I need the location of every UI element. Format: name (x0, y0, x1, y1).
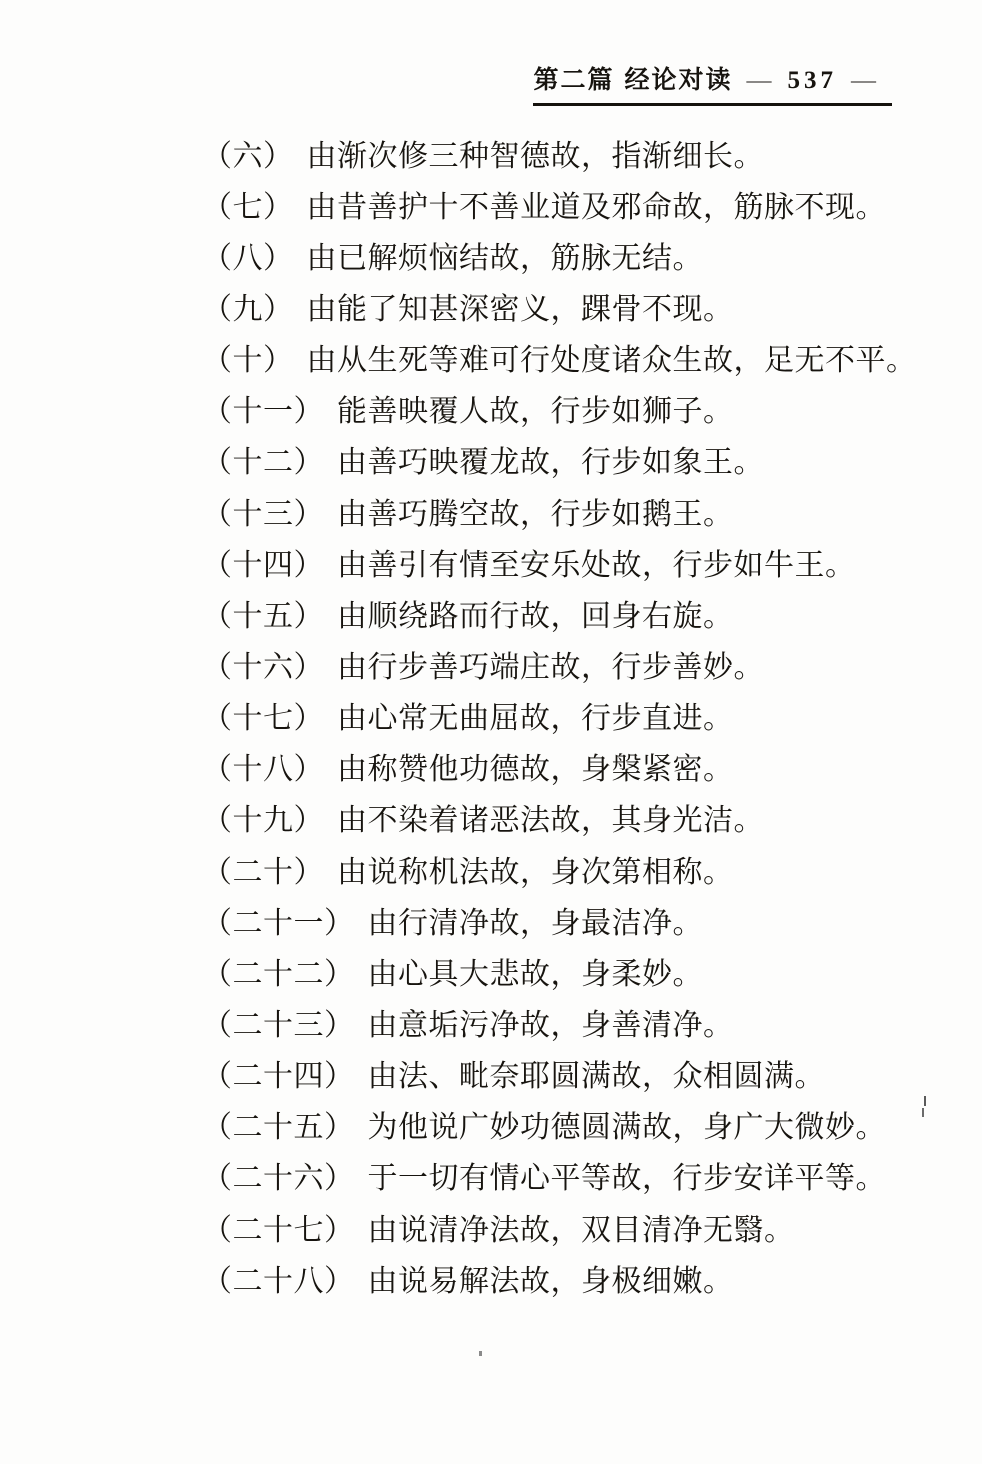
item-text: 能善映覆人故，行步如狮子。 (337, 395, 734, 429)
list-item (202, 1150, 962, 1201)
item-number: （十） (202, 344, 294, 378)
item-number: （二十） (202, 855, 324, 889)
item-number: （八） (202, 241, 294, 275)
item-text: 由渐次修三种智德故，指渐细长。 (306, 139, 764, 173)
list-item (202, 332, 962, 383)
item-number: （二十六） (202, 1162, 355, 1196)
item-number: （十一） (202, 395, 324, 429)
header-section-label: 第二篇 (533, 67, 615, 94)
item-text: 由意垢污净故，身善清净。 (367, 1008, 734, 1042)
list-item (202, 280, 962, 331)
item-text: 由法、毗奈耶圆满故，众相圆满。 (367, 1060, 825, 1094)
numbered-item-list (202, 127, 962, 1303)
item-text: 由说易解法故，身极细嫩。 (367, 1264, 734, 1298)
list-item (202, 1048, 962, 1099)
item-text: 由善巧腾空故，行步如鹅王。 (337, 497, 734, 531)
item-text: 由不染着诸恶法故，其身光洁。 (337, 804, 764, 838)
list-item (202, 638, 962, 689)
list-item (202, 945, 962, 996)
scan-artifact-mark (479, 1351, 482, 1356)
item-text: 由说称机法故，身次第相称。 (337, 855, 734, 889)
list-item (202, 383, 962, 434)
item-number: （十五） (202, 599, 324, 633)
item-number: （二十三） (202, 1008, 355, 1042)
item-number: （十四） (202, 548, 324, 582)
list-item (202, 792, 962, 843)
item-text: 为他说广妙功德圆满故，身广大微妙。 (367, 1111, 886, 1145)
item-text: 由称赞他功德故，身槃紧密。 (337, 753, 734, 787)
item-number: （二十四） (202, 1060, 355, 1094)
item-number: （二十一） (202, 906, 355, 940)
list-item (202, 690, 962, 741)
list-item (202, 894, 962, 945)
list-item (202, 1201, 962, 1252)
page-header (533, 60, 892, 106)
list-item (202, 127, 962, 178)
list-item (202, 434, 962, 485)
item-text: 由善巧映覆龙故，行步如象王。 (337, 446, 764, 480)
item-number: （二十八） (202, 1264, 355, 1298)
list-item (202, 1099, 962, 1150)
item-text: 由昔善护十不善业道及邪命故，筋脉不现。 (306, 190, 886, 224)
item-number: （十六） (202, 650, 324, 684)
item-number: （九） (202, 292, 294, 326)
item-text: 于一切有情心平等故，行步安详平等。 (367, 1162, 886, 1196)
header-dash-right: — (851, 69, 878, 92)
item-number: （二十七） (202, 1213, 355, 1247)
item-number: （六） (202, 139, 294, 173)
item-text: 由从生死等难可行处度诸众生故，足无不平。 (306, 344, 917, 378)
item-number: （二十五） (202, 1111, 355, 1145)
item-text: 由已解烦恼结故，筋脉无结。 (306, 241, 703, 275)
item-number: （十二） (202, 446, 324, 480)
scan-artifact-mark (924, 1096, 926, 1106)
list-item (202, 996, 962, 1047)
item-text: 由行清净故，身最洁净。 (367, 906, 703, 940)
scan-artifact-mark (922, 1108, 924, 1117)
item-text: 由能了知甚深密义，踝骨不现。 (306, 292, 734, 326)
list-item (202, 536, 962, 587)
item-text: 由顺绕路而行故，回身右旋。 (337, 599, 734, 633)
header-chapter-title: 经论对读 (624, 67, 733, 94)
item-text: 由心具大悲故，身柔妙。 (367, 957, 703, 991)
item-number: （二十二） (202, 957, 355, 991)
header-dash-left: — (746, 69, 774, 92)
header-page-number: 537 (787, 67, 837, 94)
item-number: （十三） (202, 497, 324, 531)
item-text: 由善引有情至安乐处故，行步如牛王。 (337, 548, 856, 582)
item-number: （十八） (202, 753, 324, 787)
list-item (202, 1252, 962, 1303)
item-number: （十七） (202, 702, 324, 736)
item-text: 由心常无曲屈故，行步直进。 (337, 702, 734, 736)
item-number: （十九） (202, 804, 324, 838)
list-item (202, 485, 962, 536)
item-text: 由说清净法故，双目清净无翳。 (367, 1213, 795, 1247)
item-number: （七） (202, 190, 294, 224)
list-item (202, 741, 962, 792)
list-item (202, 229, 962, 280)
item-text: 由行步善巧端庄故，行步善妙。 (337, 650, 764, 684)
list-item (202, 178, 962, 229)
list-item (202, 587, 962, 638)
list-item (202, 843, 962, 894)
